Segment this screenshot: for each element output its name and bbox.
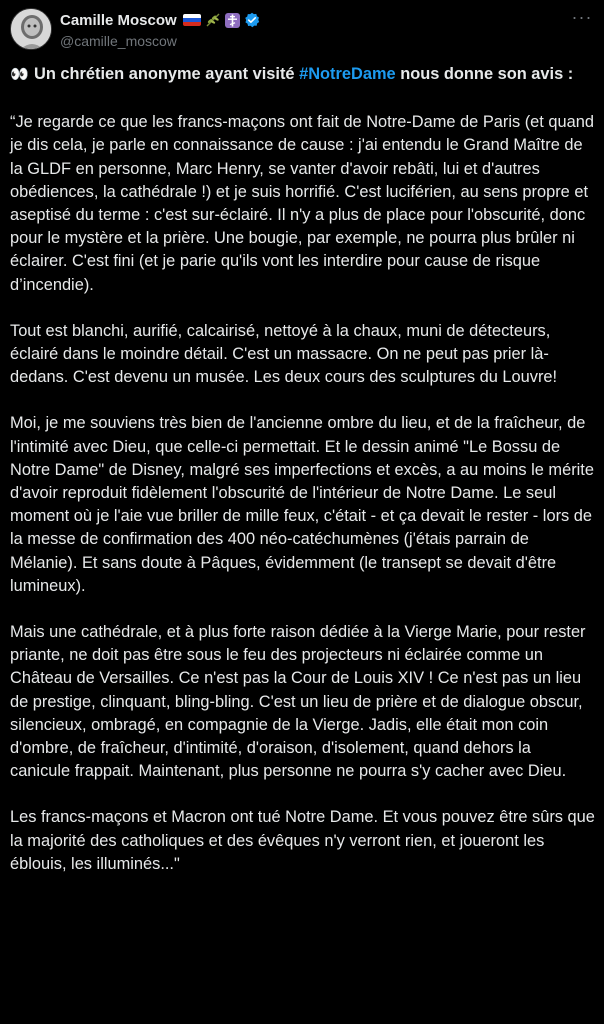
eyes-emoji-icon: 👀 (10, 66, 29, 83)
post-text (10, 63, 595, 899)
orthodox-cross-icon (225, 13, 240, 28)
post-paragraph: Mais une cathédrale, et à plus forte raison dédiée à la Vierge Marie, pour rester priante, ne doit pas être sous le feu des projecteurs ni éclairée comme un Château de Versailles. Ce n'est pas la Cour de Louis XIV ! Ce n'est pas un lieu de prestige, clinquant, bling-bling. C'est un lieu de prière et de dialogue obscur, silencieux, ombragé, en compagnie de la Vierge. Jadis, elle était mon coin d'ombre, de fraîcheur, d'intimité, d'oraison, d'isolement, quand dehors la canicule frappait. Maintenant, plus personne ne pourra s'y cacher avec Dieu. (10, 623, 586, 781)
avatar[interactable] (10, 8, 52, 50)
post-header (10, 8, 594, 56)
headline-suffix: nous donne son avis : (395, 65, 574, 83)
post-paragraph: Tout est blanchi, aurifié, calcairisé, nettoyé à la chaux, muni de détecteurs, éclairé dans le moindre détail. C'est un massacre. On ne peut pas prier là-dedans. C'est devenu un musée. Les deux cours des sculptures du Louvre! (10, 321, 558, 387)
russia-flag-icon (183, 14, 201, 26)
olive-branch-icon (205, 12, 221, 28)
hashtag-link[interactable]: #NotreDame (299, 65, 396, 83)
post-paragraph: Moi, je me souviens très bien de l'ancienne ombre du lieu, et de la fraîcheur, de l'intimité avec Dieu, que celle-ci permettait. Et le dessin animé "Le Bossu de Notre Dame" de Disney, malgré ses imperfections et excès, a au moins le mérite d'avoir reproduit fidèlement l'obscurité de l'intérieur de Notre Dame. Le seul moment où je l'aie vue briller de mille feux, c'était - et ça devait le rester - lors de la messe de confirmation des 400 néo-catéchumènes (j'étais parrain de Mélanie). Et sans doute à Pâques, évidemment (le transept se devait d'être lumineux). (10, 414, 594, 595)
headline-prefix: Un chrétien anonyme ayant visité (34, 65, 300, 83)
post-paragraph: “Je regarde ce que les francs-maçons ont fait de Notre-Dame de Paris (et quand je dis cela, je parle en connaissance de cause : j'ai entendu le Grand Maître de la GLDF en personne, Marc Henry, se vanter d'avoir rebâti, lui et d'autres obédiences, la cathédrale !) et je suis horrifié. C'est luciférien, au sens propre et aseptisé du terme : c'est sur-éclairé. Il n'y a plus de place pour l'obscurité, donc pour le mystère et la prière. Une bougie, par exemple, ne pourra plus brûler ni éclairer. C'est fini (et je parie qu'ils vont les interdire pour cause de risque d’incendie). (10, 113, 594, 294)
post-paragraph: Les francs-maçons et Macron ont tué Notre Dame. Et vous pouvez être sûrs que la majorité des catholiques et des évêques n'y verront rien, et joueront les éblouis, les illuminés..." (10, 808, 595, 873)
more-dots-icon[interactable]: ··· (571, 7, 593, 27)
astronaut-avatar-icon (11, 9, 52, 50)
post-headline (10, 63, 595, 86)
verified-badge-icon (244, 12, 260, 28)
display-name[interactable]: Camille Moscow (60, 11, 177, 29)
name-row (60, 10, 260, 30)
user-handle[interactable]: @camille_moscow (60, 33, 177, 49)
